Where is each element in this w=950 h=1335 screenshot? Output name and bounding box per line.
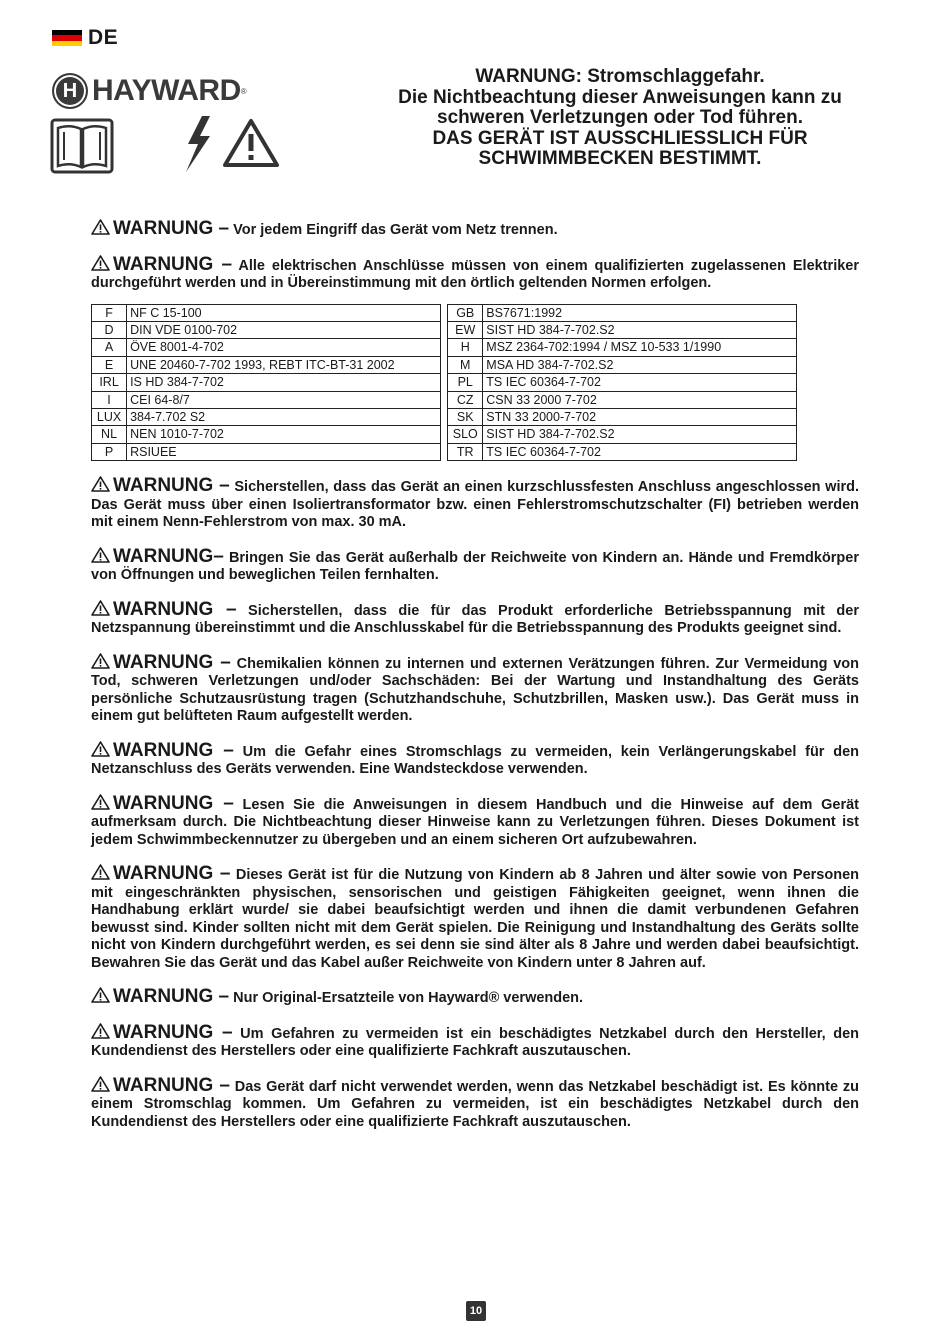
country-code: P xyxy=(92,443,127,460)
norm-standard: NF C 15-100 xyxy=(127,304,441,321)
country-code: I xyxy=(92,391,127,408)
country-code: TR xyxy=(448,443,483,460)
warning-paragraph xyxy=(91,1023,859,1061)
table-row xyxy=(92,426,797,443)
flag-stripe-gold xyxy=(52,41,82,46)
lightning-icon xyxy=(176,114,222,174)
german-flag-icon xyxy=(52,30,82,46)
warning-paragraph xyxy=(91,600,859,638)
warning-paragraph xyxy=(91,219,859,240)
warning-text: Sicherstellen, dass die für das Produkt erforderliche Betriebsspannung mit der Netzspannung übereinstimmt und die Anschlusskabel für die Betriebsspannung des Produkts geeignet sind. xyxy=(91,602,860,637)
country-code: EW xyxy=(448,321,483,338)
warning-triangle-icon xyxy=(91,255,110,271)
norm-standard: MSA HD 384-7-702.S2 xyxy=(483,356,797,373)
header-warning-line: WARNUNG: Stromschlaggefahr. xyxy=(475,66,765,87)
country-code: M xyxy=(448,356,483,373)
country-code: PL xyxy=(448,374,483,391)
warning-triangle-icon xyxy=(91,600,110,616)
warning-text: Bringen Sie das Gerät außerhalb der Reichweite von Kindern an. Hände und Fremdkörper von Öffnungen und beweglichen Teilen fernhalten. xyxy=(91,549,859,584)
warning-triangle-icon xyxy=(91,1023,110,1039)
warning-triangle-icon xyxy=(91,653,110,669)
language-indicator xyxy=(52,26,118,50)
warning-paragraph xyxy=(91,864,859,972)
country-code: GB xyxy=(448,304,483,321)
header-warning xyxy=(370,67,870,170)
warning-label: WARNUNG – xyxy=(113,253,233,275)
warning-label: WARNUNG – xyxy=(113,1074,230,1096)
warning-triangle-icon xyxy=(91,476,110,492)
warning-label: WARNUNG – xyxy=(113,1021,233,1043)
warning-paragraph xyxy=(91,547,859,585)
warning-paragraph xyxy=(91,255,859,293)
country-code: E xyxy=(92,356,127,373)
warning-paragraph xyxy=(91,987,859,1008)
warning-label: WARNUNG – xyxy=(113,651,231,673)
hayward-logo-mark: H xyxy=(52,73,88,109)
norm-standard: CEI 64-8/7 xyxy=(127,391,441,408)
column-gap xyxy=(440,321,447,338)
warning-triangle-icon xyxy=(91,864,110,880)
warning-triangle-icon xyxy=(91,1076,110,1092)
table-row xyxy=(92,321,797,338)
registered-mark: ® xyxy=(240,86,247,96)
country-code: CZ xyxy=(448,391,483,408)
norms-table xyxy=(91,304,797,462)
norm-standard: MSZ 2364-702:1994 / MSZ 10-533 1/1990 xyxy=(483,339,797,356)
warning-text: Sicherstellen, dass das Gerät an einen kurzschlussfesten Anschluss angeschlossen wird. Das Gerät muss über einen Isoliertransformator bzw. einen Fehlerstromschutzschalter (FI) betrieben werden mit einem Nenn-Fehlerstrom von max. 30 mA. xyxy=(91,479,859,531)
warning-paragraph xyxy=(91,1076,859,1132)
warnings-section xyxy=(91,219,859,1146)
warning-text: Vor jedem Eingriff das Gerät vom Netz trennen. xyxy=(229,222,558,238)
norm-standard: ÖVE 8001-4-702 xyxy=(127,339,441,356)
hayward-logo xyxy=(52,73,247,109)
header-warning-line: Die Nichtbeachtung dieser Anweisungen kann zu xyxy=(398,86,842,108)
norm-standard: UNE 20460-7-702 1993, REBT ITC-BT-31 2002 xyxy=(127,356,441,373)
warning-label: WARNUNG – xyxy=(113,598,237,620)
table-row xyxy=(92,339,797,356)
warning-text: Alle elektrischen Anschlüsse müssen von einem qualifizierten zugelassenen Elektriker durchgeführt werden und in Übereinstimmung mit den örtlich geltenden Normen erfolgen. xyxy=(91,257,859,291)
norm-standard: SIST HD 384-7-702.S2 xyxy=(483,426,797,443)
warning-text: Nur Original-Ersatzteile von Hayward® verwenden. xyxy=(229,990,584,1007)
country-code: SLO xyxy=(448,426,483,443)
warning-text: Lesen Sie die Anweisungen in diesem Handbuch und die Hinweise auf dem Gerät aufmerksam durch. Die Nichtbeachtung dieser Hinweise kann zu Verletzungen führen. Dieses Dokument ist jedem Schwimmbeckennutzer zu übergeben und an einem sicheren Ort aufzubewahren. xyxy=(91,796,859,848)
column-gap xyxy=(440,356,447,373)
table-row xyxy=(92,356,797,373)
norm-standard: CSN 33 2000 7-702 xyxy=(483,391,797,408)
warning-label: WARNUNG– xyxy=(113,545,224,567)
column-gap xyxy=(440,391,447,408)
warning-triangle-icon xyxy=(91,547,110,563)
country-code: H xyxy=(448,339,483,356)
norm-standard: TS IEC 60364-7-702 xyxy=(483,443,797,460)
warning-label: WARNUNG – xyxy=(113,863,231,885)
norm-standard: NEN 1010-7-702 xyxy=(127,426,441,443)
country-code: SK xyxy=(448,408,483,425)
table-row xyxy=(92,408,797,425)
safety-icons xyxy=(50,114,280,174)
column-gap xyxy=(440,339,447,356)
column-gap xyxy=(440,426,447,443)
norm-standard: RSIUEE xyxy=(127,443,441,460)
warning-triangle-icon xyxy=(222,118,280,168)
warning-text: Dieses Gerät ist für die Nutzung von Kindern ab 8 Jahren und älter sowie von Personen mit eingeschränkten physischen, sensorischen und geistigen Fähigkeiten geeignet, wenn ihnen die Handhabung erklärt wurde/ sie dabei beaufsichtigt werden und ihnen die damit verbundenen Gefahren bewusst sind. Kinder sollten nicht mit dem Gerät spielen. Die Reinigung und Instandhaltung des Geräts sollte nicht von Kindern durchgeführt werden, es sei denn sie sind älter als 8 Jahre und werden dabei beaufsichtigt. Bewahren Sie das Gerät und das Kabel außer Reichweite von Kindern unter 8 Jahren auf. xyxy=(91,867,859,971)
norm-standard: BS7671:1992 xyxy=(483,304,797,321)
warning-text: Chemikalien können zu internen und externen Verätzungen führen. Zur Vermeidung von Tod, schweren Verletzungen und/oder Sachschäden: Bei der Wartung und Instandhaltung des Geräts persönliche Schutzausrüstung tragen (Schutzhandschuhe, Schutzbrillen, Masken usw.). Das Gerät muss in einem gut belüfteten Raum aufgestellt werden. xyxy=(91,655,860,725)
warning-paragraph xyxy=(91,741,859,779)
country-code: IRL xyxy=(92,374,127,391)
column-gap xyxy=(440,304,447,321)
warning-paragraph xyxy=(91,476,859,532)
norm-standard: IS HD 384-7-702 xyxy=(127,374,441,391)
manual-book-icon xyxy=(50,118,114,174)
norm-standard: SIST HD 384-7-702.S2 xyxy=(483,321,797,338)
country-code: LUX xyxy=(92,408,127,425)
header-warning-line: schweren Verletzungen oder Tod führen. xyxy=(437,107,803,128)
warning-paragraph xyxy=(91,653,859,726)
country-code: A xyxy=(92,339,127,356)
warning-triangle-icon xyxy=(91,987,110,1003)
country-code: NL xyxy=(92,426,127,443)
warning-label: WARNUNG – xyxy=(113,739,234,761)
warning-label: WARNUNG – xyxy=(113,218,230,239)
warning-label: WARNUNG – xyxy=(113,792,234,814)
warning-text: Um die Gefahr eines Stromschlags zu vermeiden, kein Verlängerungskabel für den Netzanschluss des Geräts verwenden. Eine Wandsteckdose verwenden. xyxy=(91,743,860,778)
norm-standard: TS IEC 60364-7-702 xyxy=(483,374,797,391)
warning-triangle-icon xyxy=(91,219,110,235)
warning-triangle-icon xyxy=(91,794,110,810)
language-code: DE xyxy=(88,26,119,49)
warning-text: Um Gefahren zu vermeiden ist ein beschädigtes Netzkabel durch den Hersteller, den Kundendienst des Herstellers oder eine qualifizierte Fachkraft auszutauschen. xyxy=(91,1025,859,1060)
column-gap xyxy=(440,408,447,425)
warning-label: WARNUNG – xyxy=(113,986,230,1008)
warning-label: WARNUNG – xyxy=(113,475,230,497)
hayward-logo-wordmark: HAYWARD xyxy=(92,74,241,107)
norm-standard: DIN VDE 0100-702 xyxy=(127,321,441,338)
header-warning-line: DAS GERÄT IST AUSSCHLIESSLICH FÜR xyxy=(432,127,808,149)
table-row xyxy=(92,443,797,460)
column-gap xyxy=(440,374,447,391)
page-number: 10 xyxy=(466,1301,486,1321)
warnings-list xyxy=(91,476,859,1131)
warning-text: Das Gerät darf nicht verwendet werden, wenn das Netzkabel beschädigt ist. Es könnte zu einem Stromschlag kommen. Um Gefahren zu vermeiden, ist ein beschädigtes Netzkabel durch den Kundendienst des Herstellers oder eine qualifizierte Fachkraft auszutauschen. xyxy=(91,1078,859,1130)
header-warning-line: SCHWIMMBECKEN BESTIMMT. xyxy=(478,148,762,169)
warning-triangle-icon xyxy=(91,741,110,757)
table-row xyxy=(92,374,797,391)
warning-paragraph xyxy=(91,794,859,850)
norm-standard: STN 33 2000-7-702 xyxy=(483,408,797,425)
table-row xyxy=(92,304,797,321)
column-gap xyxy=(440,443,447,460)
norm-standard: 384-7.702 S2 xyxy=(127,408,441,425)
table-row xyxy=(92,391,797,408)
country-code: D xyxy=(92,321,127,338)
country-code: F xyxy=(92,304,127,321)
